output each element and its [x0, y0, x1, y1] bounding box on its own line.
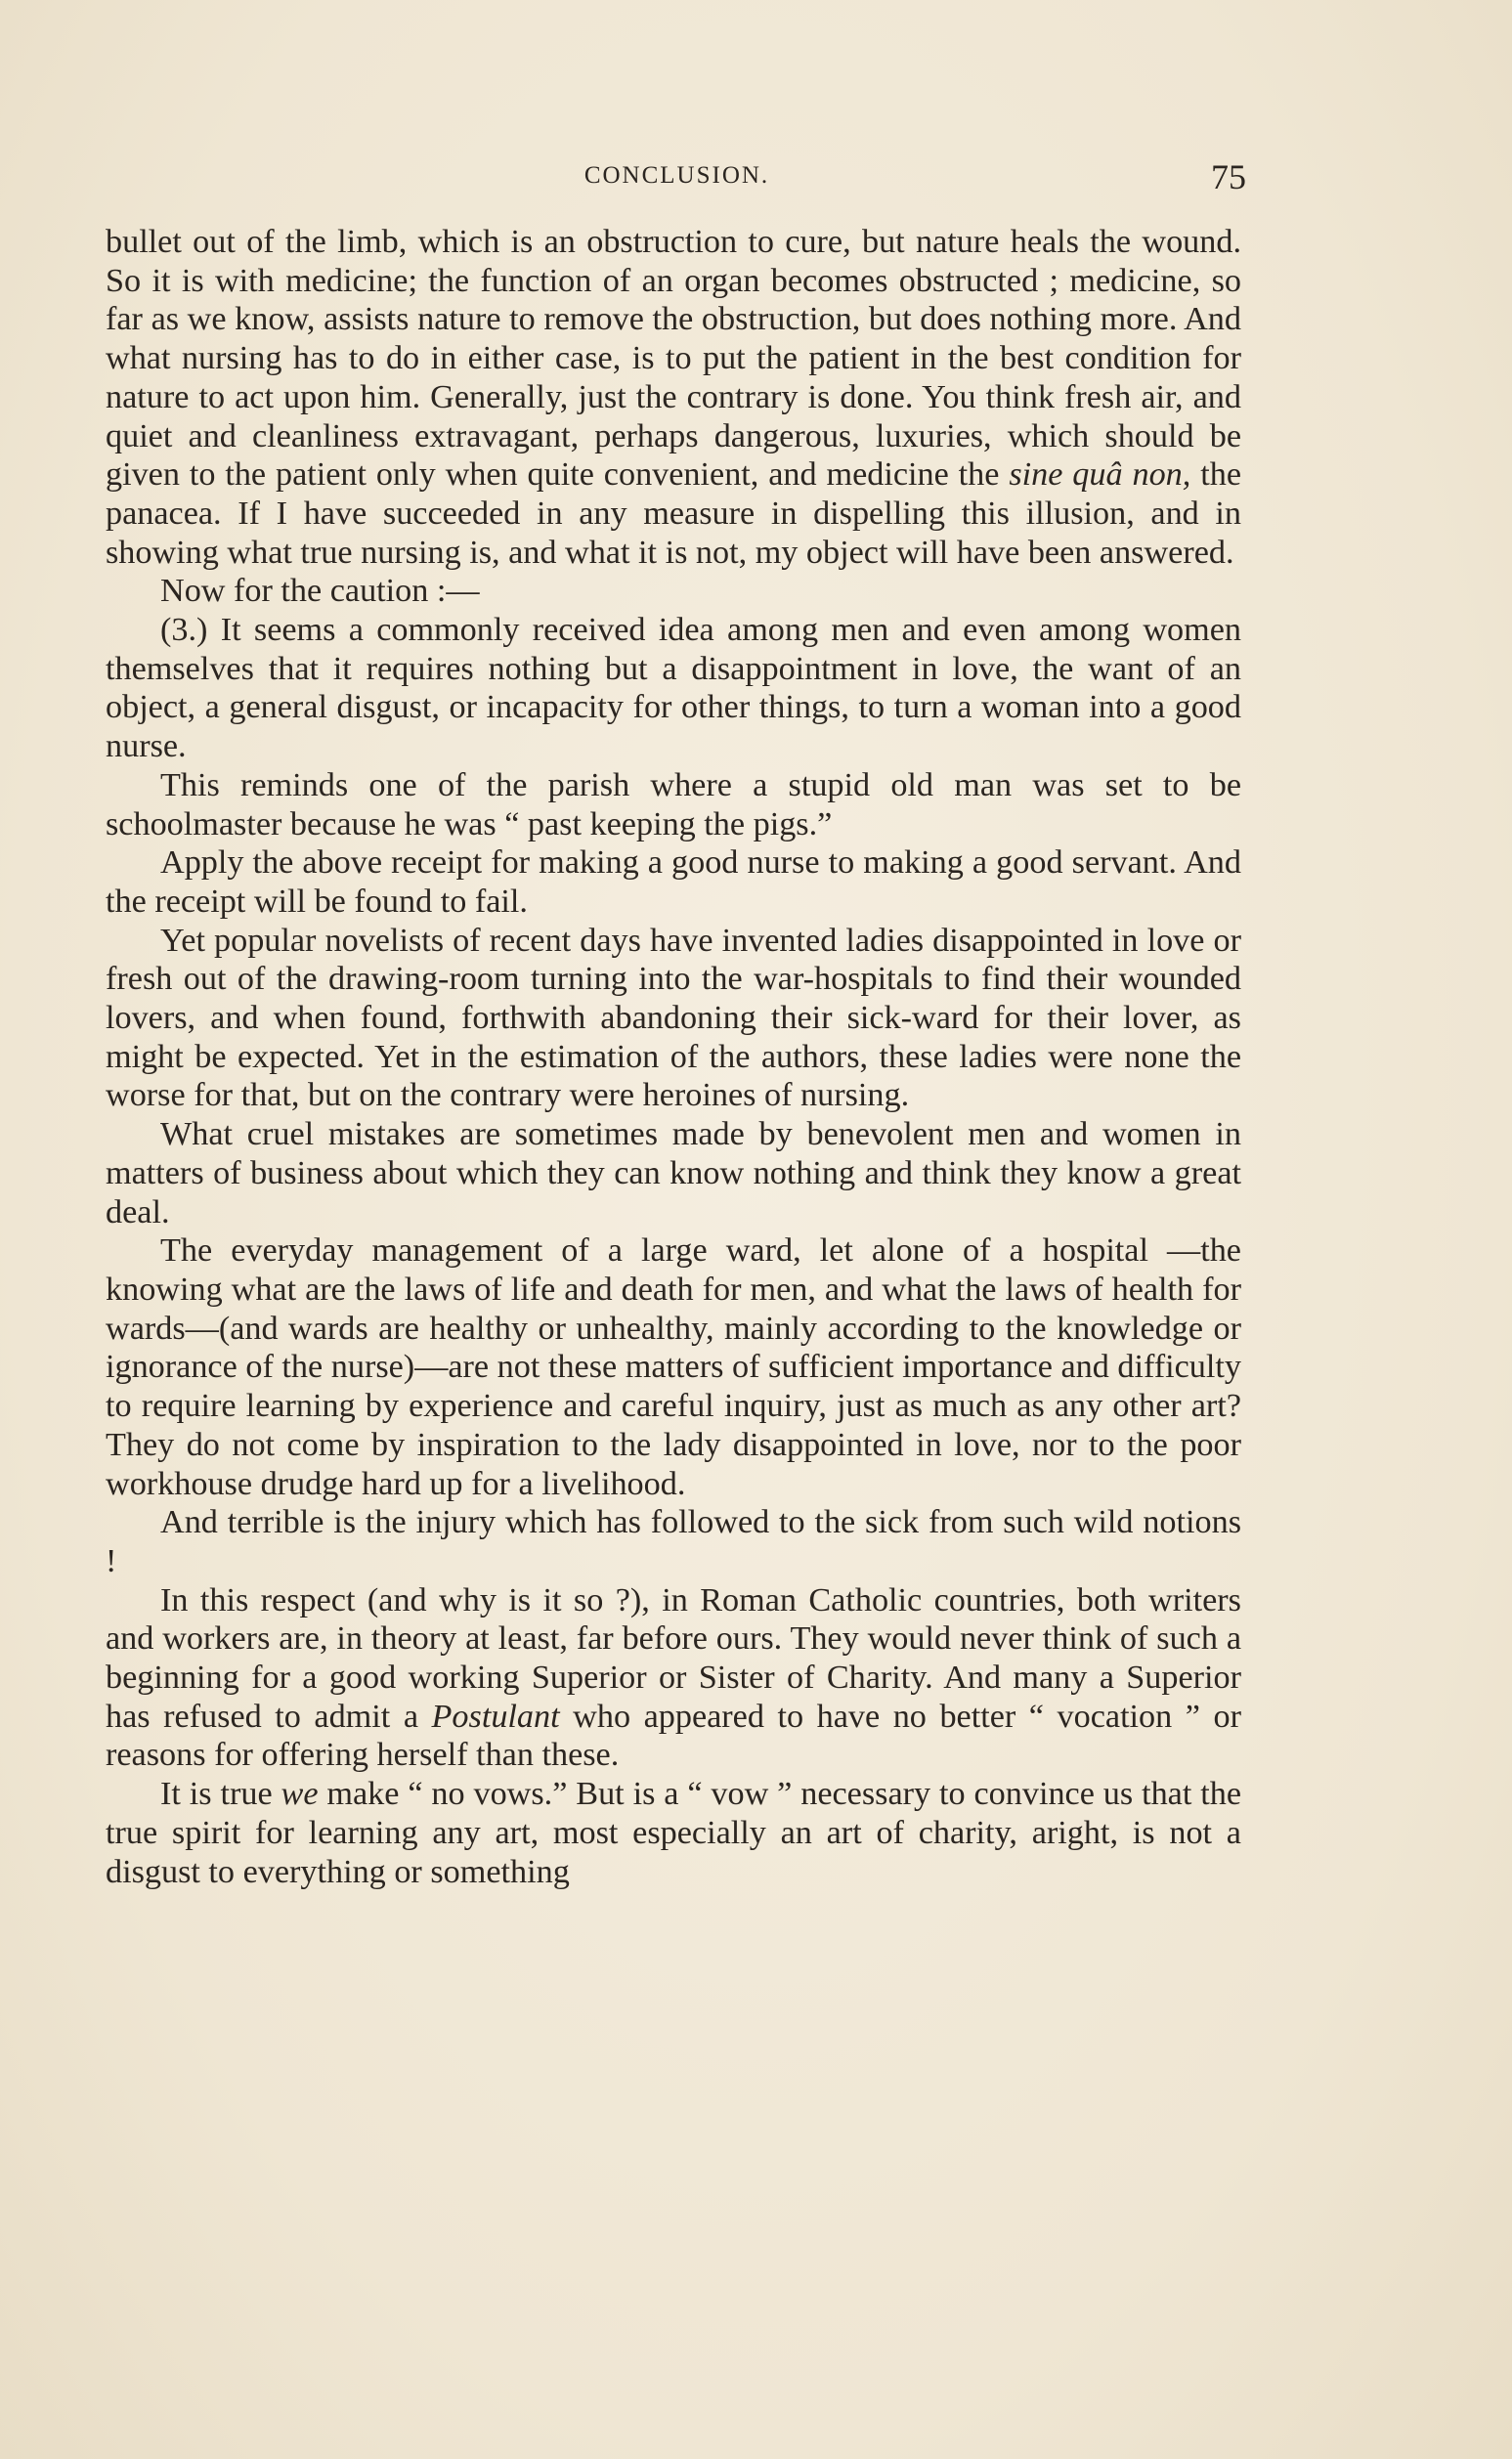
paragraph: [106, 1581, 1241, 1776]
text-run: The everyday management of a large ward, let alone of a hospital —the knowing what are the laws of life and death for men, and what the laws of health for wards—(and wards are healthy or unhealthy, mainly according to the knowledge or ignorance of the nurse)—are not these matters of sufficient importance and difficulty to require learning by experience and careful inquiry, just as much as any other art? They do not come by inspiration to the lady disappointed in love, nor to the poor workhouse drudge hard up for a livelihood.: [106, 1232, 1241, 1502]
running-head: CONCLUSION.: [583, 162, 770, 189]
paragraph: [106, 1503, 1241, 1580]
paragraph: [106, 611, 1241, 766]
italic-text: sine quâ non,: [1009, 456, 1191, 494]
text-run: who appeared to have no better “ vocation ” or reasons for offering herself than these.: [106, 1698, 1241, 1774]
italic-text: we: [281, 1776, 319, 1813]
paragraph: [106, 1231, 1241, 1503]
text-run: make “ no vows.” But is a “ vow ” necessary to convince us that the true spirit for learning any art, most especially an art of charity, aright, is not a disgust to everything or something: [106, 1776, 1241, 1890]
text-run: bullet out of the limb, which is an obstruction to cure, but nature heals the wound. So it is with medicine; the function of an organ becomes obstructed ; medicine, so far as we know, assists nature to remove the obstruction, but does nothing more. And what nursing has to do in either case, is to put the patient in the best condition for nature to act upon him. Generally, just the contrary is done. You think fresh air, and quiet and cleanliness extravagant, perhaps dangerous, luxuries, which should be given to the patient only when quite convenient, and medicine the: [106, 224, 1241, 494]
paragraph: [106, 922, 1241, 1116]
text-run: Now for the caution :—: [160, 573, 480, 610]
text-run: What cruel mistakes are sometimes made by benevolent men and women in matters of business about which they can know nothing and think they know a great deal.: [106, 1116, 1241, 1230]
paragraph: [106, 1115, 1241, 1231]
paragraph: [106, 572, 1241, 611]
paragraph: [106, 223, 1241, 572]
text-run: Apply the above receipt for making a good nurse to making a good servant. And the receipt will be found to fail.: [106, 844, 1241, 920]
paragraph: [106, 1775, 1241, 1891]
text-run: In this respect (and why is it so ?), in Roman Catholic countries, both writers and workers are, in theory at least, far before ours. They would never think of such a beginning for a good working Superior or Sister of Charity. And many a Superior has refused to admit a: [106, 1581, 1241, 1735]
text-run: And terrible is the injury which has followed to the sick from such wild notions !: [106, 1504, 1241, 1579]
paragraph: [106, 843, 1241, 921]
text-run: (3.) It seems a commonly received idea among men and even among women themselves that it requires nothing but a disappointment in love, the want of an object, a general disgust, or incapacity for other things, to turn a woman into a good nurse.: [106, 612, 1241, 765]
text-run: Yet popular novelists of recent days have invented ladies disappointed in love or fresh out of the drawing-room turning into the war-hospitals to find their wounded lovers, and when found, forthwith abandoning their sick-ward for their lover, as might be expected. Yet in the estimation of the authors, these ladies were none the worse for that, but on the contrary were heroines of nursing.: [106, 922, 1241, 1114]
text-run: This reminds one of the parish where a stupid old man was set to be schoolmaster because he was “ past keeping the pigs.”: [106, 766, 1241, 842]
body-text: [106, 223, 1241, 1891]
text-run: It is true: [160, 1776, 281, 1813]
text-run: the panacea. If I have succeeded in any measure in dispelling this illusion, and in showing what true nursing is, and what it is not, my object will have been answered.: [106, 456, 1241, 571]
page-number: 75: [1211, 157, 1246, 196]
paragraph: [106, 766, 1241, 843]
page-header: [108, 156, 1246, 203]
italic-text: Postulant: [431, 1698, 560, 1735]
